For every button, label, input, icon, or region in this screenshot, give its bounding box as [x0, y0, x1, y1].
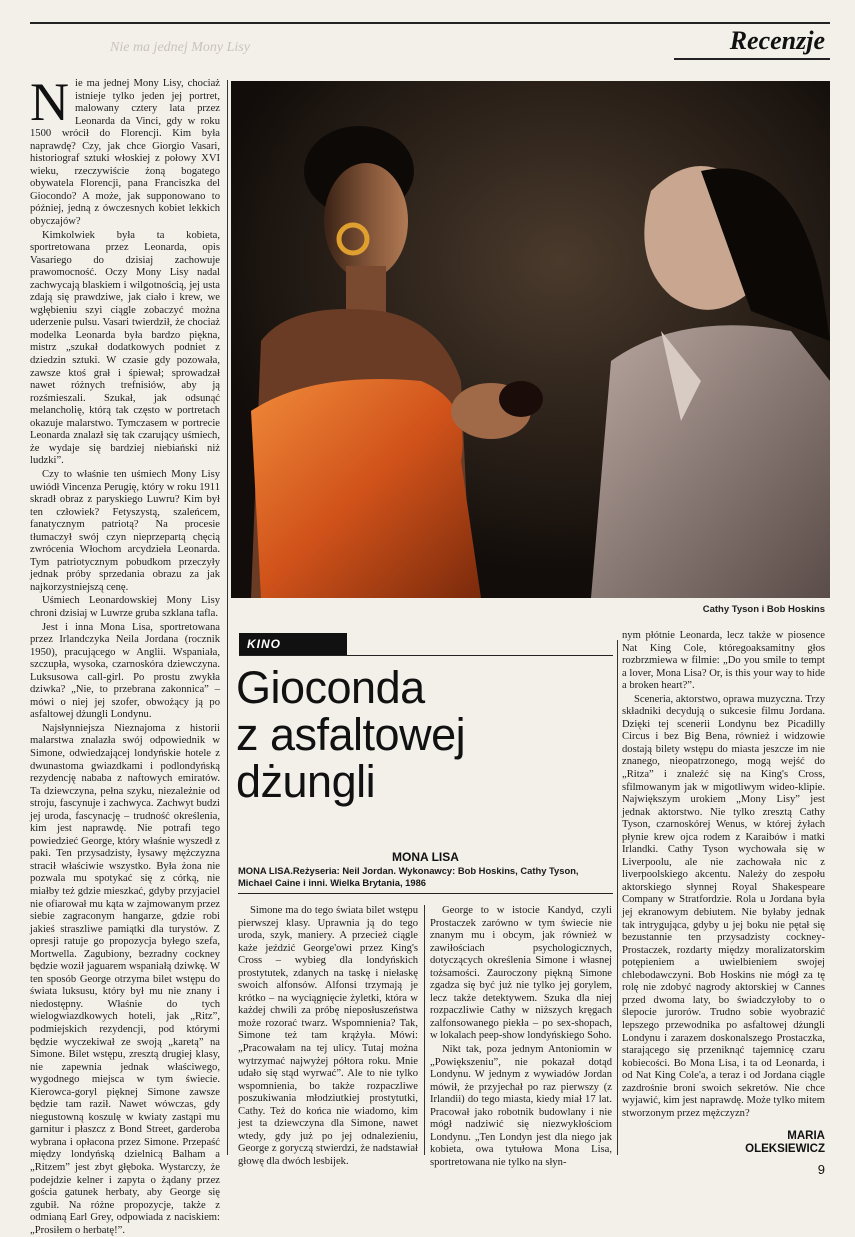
- paragraph: Sceneria, aktorstwo, oprawa muzyczna. Trzy składniki decydują o sukcesie filmu Jordana. Dzięki tej scenerii Londynu bez Picadilly Circus i bez Big Bena, również i widzowie dostają bilety wstępu do miasta jeszcze im nie znanego, nieopatrzonego, mogą wejść do „Ritza” i znaleźć się na King's Cross, sfilmowanym jak w migotliwym wideo-klipie. Największym urokiem „Mony Lisy” jest jednak aktorstwo. Nie tylko zresztą Cathy Tyson, czarnoskórej Wenus, w której żyłach płynie krew ojca rodem z Karaibów i matki Irlandki. Cathy Tyson wychowała się w Liverpoolu, ale nie zachowała nic z liverpoolskiego akcentu. Należy do zespołu aktorskiego słynnej Royal Shakespeare Company w Stratfordzie. Rola u Jordana była jej ekranowym debiutem. Nie byłaby jednak tak intrygująca, gdyby u jej boku nie pętał się bezustannie ten przysadzisty cockney-Prostaczek, rozdarty między moralizatorskim potępieniem a uwielbieniem swojej chlebodawczyni. Bob Hoskins nie mógł za tę rolę nie zdobyć nagrody aktorskiej w Cannes przed dwoma laty, bo świadczyłoby to o ślepocie jurorów. Trudno sobie wyobrazić lepszego przewodnika po asfaltowej dżungli Londynu i zarazem doskonalszego Prostaczka, starającego się przeniknąć tajemnicę czaru kobiecości. Bo Mona Lisa, i ta od Leonarda, i od Nat King Cole'a, a teraz i od Jordana ciągle zazdrośnie broni swoich sekretów. Nie chce wyjawić, kim jest naprawdę. Może tylko mitem stworzonym przez mężczyzn?: [622, 693, 825, 1119]
- headline-line-3: dżungli: [236, 756, 376, 807]
- paragraph: Kimkolwiek była ta kobieta, sportretowana przez Leonarda, opis Vasariego do dzisiaj zachowuje prawomocność. Oczy Mony Lisy nadal zachwycają blaskiem i wilgotnością, jej usta zdają się prawdziwe, jak ciało i krew, we wgłębieniu szyi ciągle zobaczyć można uderzenie pulsu. Vasari twierdził, że chociaż modelka Leonarda była bardzo piękna, mistrz „szukał dodatkowych podniet z dziedzin sztuki. W czasie gdy pozowała, zawsze ktoś grał i śpiewał; sprowadzał nawet różnych trefnisiów, aby ją rozśmieszali. Szukał, jak odsunąć melancholię, którą tak często w portretach okazuje malarstwo. Tymczasem w portrecie Leonarda znalazł się tak czarujący uśmiech, że wydaje się bardziej niebiański niż ludzki”.: [30, 229, 220, 467]
- paragraph: George to w istocie Kandyd, czyli Prostaczek zarówno w tym świecie nie znanym mu i obcym, jak również w zawiłościach psychologicznych, dotyczących określenia Simone i własnej tożsamości. Zauroczony piękną Simone zgadza się być już nie tylko jej gorylem, lecz także detektywem. Szuka dla niej rozpaczliwie Cathy w niższych kręgach zalfonsowanego piekła – po sex-shopach, w lokalach peep-show londyńskiego Soho.: [430, 905, 612, 1042]
- paragraph: Uśmiech Leonardowskiej Mony Lisy chroni dzisiaj w Luwrze gruba szklana tafla.: [30, 595, 220, 619]
- column-divider: [424, 905, 425, 1155]
- film-still-photo: [231, 81, 830, 598]
- paragraph: Nie ma jednej Mony Lisy, chociaż istnieje tylko jeden jej portret, malowany cztery lata przez Leonarda da Vinci, gdy w roku 1500 wrócił do Florencji. Kim była naprawdę? Czy, jak chce Giorgio Vasari, historiograf sztuki włoskiej z połowy XVI wieku, rzeczywiście żoną bogatego obywatela Florencji, pana Franciszka del Giocondo? A może, jak supponowano to później, jedną z ówczesnych kobiet lekkich obyczajów?: [30, 72, 220, 228]
- credits-rule: [238, 893, 613, 894]
- drop-cap: N: [30, 72, 69, 132]
- photo-caption: Cathy Tyson i Bob Hoskins: [702, 604, 825, 615]
- column-divider: [617, 640, 618, 1155]
- paragraph: Czy to właśnie ten uśmiech Mony Lisy uwiódł Vincenza Perugię, który w roku 1911 skradł obraz z paryskiego Luwru? Kim był ten człowiek? Fetyszystą, szaleńcem, fanatycznym patriotą? Na procesie tłumaczył swój czyn nieprzepartą chęcią zwrócenia Włochom arcydzieła Leonarda. Tym patriotycznym pobudkom przeczyły jednak próby sprzedania obrazu za jak najkorzystniejszą cenę.: [30, 468, 220, 593]
- section-title: Recenzje: [729, 26, 825, 55]
- page-number: 9: [817, 1162, 825, 1177]
- headline-line-2: z asfaltowej: [236, 709, 466, 760]
- faint-scribble: Nie ma jednej Mony Lisy: [110, 40, 250, 55]
- paragraph: Nikt tak, poza jednym Antoniomin w „Powiększeniu”, nie pokazał dotąd Londynu. W jednym z wywiadów Jordan mówił, że przyjechał po raz pierwszy (z Irlandii) do tego miasta, kiedy miał 17 lat. Pracował jako robotnik budowlany i nie mógł nadziwić się niezwykłościom Londynu. „Ten Londyn jest dla niego jak kobieta, owa tytułowa Mona Lisa, sportretowana nie tylko na słyn-: [430, 1044, 612, 1168]
- article-column-2: [238, 905, 418, 1167]
- article-column-1: [30, 72, 220, 1236]
- author-first-name: MARIA: [787, 1130, 825, 1142]
- film-title: MONA LISA: [392, 850, 459, 864]
- paragraph: nym płótnie Leonarda, lecz także w piosence Nat King Cole, któregoaksamitny głos rozbrzmiewa w filmie: „Do you smile to tempt a lover, Mona Lisa? Or, is this your way to hide a broken heart?”.: [622, 630, 825, 692]
- article-headline: [236, 664, 616, 805]
- headline-line-1: Gioconda: [236, 662, 425, 713]
- category-rule: [239, 655, 613, 656]
- film-credits: MONA LISA.Reżyseria: Neil Jordan. Wykonawcy: Bob Hoskins, Cathy Tyson, Michael Caine i inni. Wielka Brytania, 1986: [238, 865, 579, 888]
- author-last-name: OLEKSIEWICZ: [745, 1143, 825, 1155]
- author-byline: [700, 1130, 825, 1156]
- top-rule: [30, 22, 830, 24]
- paragraph: Simone ma do tego świata bilet wstępu pierwszej klasy. Uprawnia ją do tego uroda, szyk, maniery. A przecież ciągle każe jeździć George'owi przez King's Cross – wybieg dla londyńskich prostytutek, zdanych na taskę i niełaskę swoich alfonsów. Alfonsi trzymają je krótko – na wyciągnięcie żyletki, która w każdej chwili za próbę nieposłuszeństwa może rozorać twarz. Wspomnienia? Tak, Simone też tam krążyła. Mówi: „Pracowałam na tej ulicy. Tutaj można wytrzymać najwyżej półtora roku. Mnie udało się stąd wyrwać”. Ale to nie tylko wspomnienia, bo także rozpaczliwe poszukiwania młodziutkiej prostytutki, Cathy. Też do końca nie wiadomo, kim jest ta dziewczyna dla Simone, nawet wtedy, gdy już po jej odnalezieniu, George z goryczą stwierdzi, że nadstawiał głowę dla dwóch lesbijek.: [238, 905, 418, 1167]
- article-column-3: [430, 905, 612, 1168]
- section-title-underline: [674, 58, 830, 60]
- article-column-4: [622, 630, 825, 1127]
- paragraph: Jest i inna Mona Lisa, sportretowana przez Irlandczyka Neila Jordana (rocznik 1950), pracującego w Anglii. Wspaniała, szczupła, wysoka, czarnoskóra dziewczyna. Luksusowa call-girl. Po prostu zwykła dziwka? „Nie, to przebrana zakonnica” – mówi o niej jej szofer, obwożący ją po asfaltowej dżungli Londynu.: [30, 621, 220, 721]
- photo-illustration: [231, 81, 830, 598]
- category-tag: KINO: [239, 633, 347, 655]
- paragraph: Najsłynniejsza Nieznajoma z historii malarstwa znalazła swój odpowiednik w Simone, odwiedzającej londyńskie hotele z dwunastoma gwiazdkami i podlondyńską rezydencję nababa z naftowych emiratów. Ta dziewczyna, pełna szyku, niezależnie od stroju, fascynuje i zachwyca. Zachwyt budzi jej uroda, fascynację – trudność określenia, kim jest naprawdę. Nie potrafi tego powiedzieć George, który właśnie wyszedł z paki. Ten przysadzisty, łysawy mężczyzna stracił właściwie wszystko. Była żona nie pozwala mu spotykać się z córką, nie miałby też gdzie mieszkać, gdyby przyjaciel nie ofiarował mu kąta w zajmowanym przez siebie zagraconym hangarze, gdzie robi jakieś straszliwe pamiątki dla turystów. Z opresji ratuje go propozycja byłego szefa, Mortwella. Zagubiony, bezradny cockney będzie woził jaguarem wspaniałą dziwkę. W ten sposób George otrzyma bilet wstępu do świata luksusu, który był mu nie znany i niedostępny. Właśnie do tych wielogwiazdkowych hoteli, jak „Ritz”, podmiejskich rezydencji, pod którymi będzie wyczekiwał ze swoją „karetą” na Simone. Bilet wstępu, zresztą drugiej klasy, nie zapewnia jednak właściwego, wygodnego miejsca w tym świecie. Kierowca-goryl pięknej Simone zawsze będzie tam raził. Nawet wówczas, gdy niegustowną koszulę w kwiaty zastąpi mu garnitur i płaszcz z Bond Street, garderoba wybrana i opłacona przez Simone. Przepaść między londyńską dzielnicą Balham a „Ritzem” jest zbyt głęboka. Wystarczy, że podejdzie kelner i zapyta o żądany przez gościa gatunek herbaty, aby George się zgubił. Na różne propozycje, także z odmianą Earl Grey, odpowiada z naciskiem: „Prosiłem o herbatę!”.: [30, 722, 220, 1236]
- column-divider: [227, 80, 228, 1155]
